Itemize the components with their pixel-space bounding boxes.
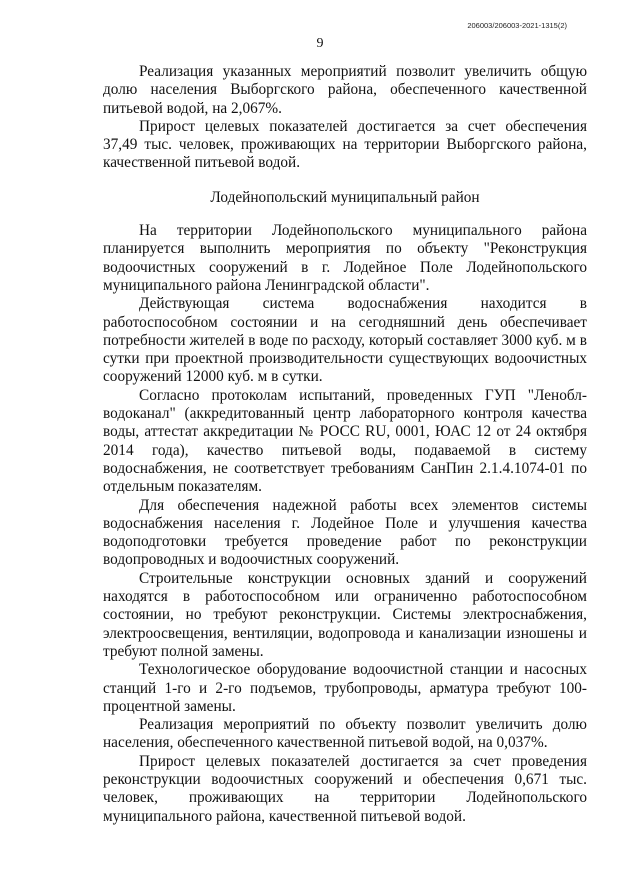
paragraph: Прирост целевых показателей достигается за счет обеспечения 37,49 тыс. человек, проживающих на территории Выборгского района, качественной питьевой водой. — [103, 117, 587, 172]
paragraph: Действующая система водоснабжения находится в работоспособном состоянии и на сегодняшний день обеспечивает потребности жителей в воде по расходу, который составляет 3000 куб. м в сутки при проектной производительности существующих водоочистных сооружений 12000 куб. м в сутки. — [103, 295, 587, 386]
page-number: 9 — [316, 36, 324, 51]
paragraph: Реализация указанных мероприятий позволит увеличить общую долю населения Выборгского района, обеспеченного качественной питьевой водой, на 2,067%. — [103, 63, 587, 117]
paragraph: Реализация мероприятий по объекту позволит увеличить долю населения, обеспеченного качественной питьевой водой, на 0,037%. — [103, 716, 587, 752]
section-heading: Лодейнопольский муниципальный район — [210, 188, 480, 206]
paragraph: Согласно протоколам испытаний, проведенных ГУП "Ленобл-водоканал" (аккредитованный центр лабораторного контроля качества воды, аттестат аккредитации № РОСС RU, 0001, ЮАС 12 от 24 октября 2014 года), качество питьевой воды, подаваемой в систему водоснабжения, не соответствует требованиям СанПин 2.1.4.1074-01 по отдельным показателям. — [103, 386, 587, 496]
paragraph: Прирост целевых показателей достигается за счет проведения реконструкции водоочистных сооружений и обеспечения 0,671 тыс. человек, проживающих на территории Лодейнопольского муниципального района, качественной питьевой водой. — [103, 752, 587, 825]
paragraph: Строительные конструкции основных зданий и сооружений находятся в работоспособном или ограниченно работоспособном состоянии, но требуют реконструкции. Системы электроснабжения, электроосвещения, вентиляции, водопровода и канализации изношены и требуют полной замены. — [103, 569, 587, 660]
paragraph: Для обеспечения надежной работы всех элементов системы водоснабжения населения г. Лодейное Поле и улучшения качества водоподготовки требуется проведение работ по реконструкции водопроводных и водоочистных сооружений. — [103, 496, 587, 569]
document-body — [103, 63, 587, 826]
document-id: 206003/206003-2021-1315(2) — [467, 21, 567, 30]
paragraph: Технологическое оборудование водоочистной станции и насосных станций 1-го и 2-го подъемов, трубопроводы, арматура требуют 100-процентной замены. — [103, 661, 587, 715]
paragraph: На территории Лодейнопольского муниципального района планируется выполнить мероприятия по объекту "Реконструкция водоочистных сооружений в г. Лодейное Поле Лодейнопольского муниципального района Ленинградской области". — [103, 222, 587, 294]
